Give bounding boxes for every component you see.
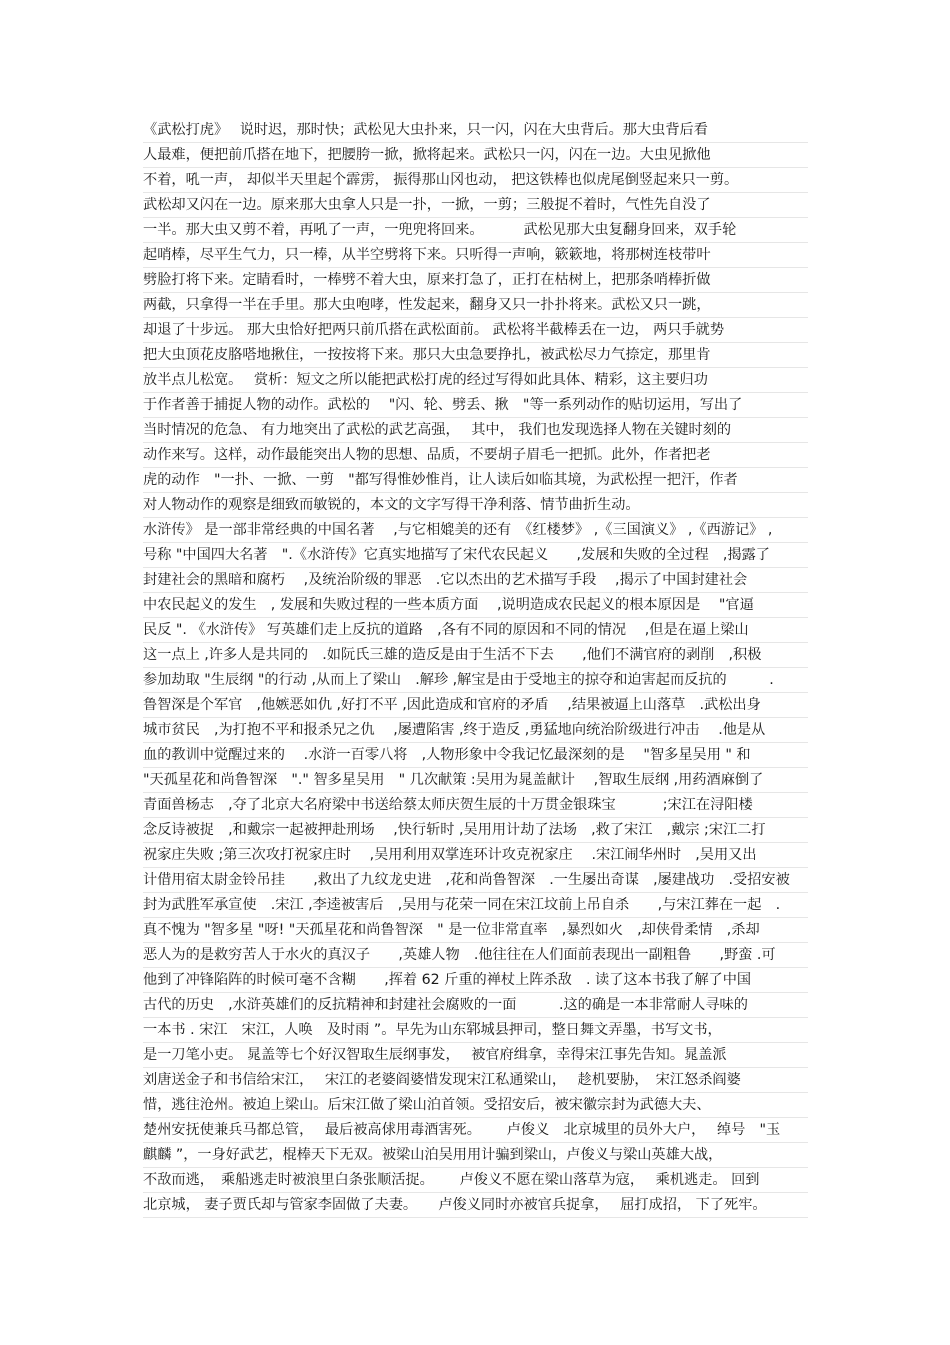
text-line: 他到了冲锋陷阵的时候可毫不含糊 ,挥着 62 斤重的禅杖上阵杀敌 . 读了这本书我了解了中国 [143,968,808,993]
text-line: 封为武胜军承宣使 .宋江 ,李逵被害后 ,吴用与花荣一同在宋江坟前上吊自杀 ,与宋江葬在一起 . [143,893,808,918]
text-line: 起哨棒，尽平生气力，只一棒，从半空劈将下来。只听得一声响，簌簌地，将那树连枝带叶 [143,243,808,268]
text-line: 把大虫顶花皮胳嗒地揪住，一按按将下来。那只大虫急要挣扎，被武松尽力气捺定，那里肯 [143,343,808,368]
text-line: 恶人为的是救穷苦人于水火的真汉子 ,英雄人物 .他往往在人们面前表现出一副粗鲁 ,野蛮 .可 [143,943,808,968]
text-line: 念反诗被捉 ,和戴宗一起被押赴刑场 ,快行斩时 ,吴用用计劫了法场 ,救了宋江 ,戴宗 ;宋江二打 [143,818,808,843]
text-line: 血的教训中觉醒过来的 .水浒一百零八将 ,人物形象中令我记忆最深刻的是 "智多星吴用 " 和 [143,743,808,768]
text-line: 《武松打虎》 说时迟，那时快；武松见大虫扑来，只一闪，闪在大虫背后。那大虫背后看 [143,118,808,143]
text-line: 麒麟 ”，一身好武艺，棍棒天下无双。被梁山泊吴用用计骗到梁山，卢俊义与梁山英雄大战， [143,1143,808,1168]
text-line: 当时情况的危急、 有力地突出了武松的武艺高强， 其中， 我们也发现选择人物在关键时刻的 [143,418,808,443]
text-line: 北京城， 妻子贾氏却与管家李固做了夫妻。 卢俊义同时亦被官兵捉拿， 屈打成招， 下了死牢。 [143,1193,808,1218]
text-line: 中农民起义的发生 , 发展和失败过程的一些本质方面 ,说明造成农民起义的根本原因是 "官逼 [143,593,808,618]
text-line: 武松却又闪在一边。原来那大虫拿人只是一扑，一掀，一剪；三般捉不着时，气性先自没了 [143,193,808,218]
text-line: 水浒传》 是一部非常经典的中国名著 ,与它相媲美的还有 《红楼梦》 ,《三国演义》 ,《西游记》 , [143,518,808,543]
text-line: "天孤星花和尚鲁智深 "." 智多星吴用 " 几次献策 :吴用为晁盖献计 ,智取生辰纲 ,用药酒麻倒了 [143,768,808,793]
text-line: 这一点上 ,许多人是共同的 .如阮氏三雄的造反是由于生活不下去 ,他们不满官府的剥削 ,积极 [143,643,808,668]
text-line: 惜，逃往沧州。被迫上梁山。后宋江做了梁山泊首领。受招安后，被宋徽宗封为武德大夫、 [143,1093,808,1118]
text-line: 一本书 . 宋江 宋江，人唤 及时雨 ”。早先为山东郓城县押司，整日舞文弄墨，书写文书， [143,1018,808,1043]
text-line: 于作者善于捕捉人物的动作。武松的 "闪、轮、劈丢、揪 "等一系列动作的贴切运用，写出了 [143,393,808,418]
text-line: 不着，吼一声， 却似半天里起个霹雳， 振得那山冈也动， 把这铁棒也似虎尾倒竖起来只一剪。 [143,168,808,193]
text-line: 人最难，便把前爪搭在地下，把腰胯一掀，掀将起来。武松只一闪，闪在一边。大虫见掀他 [143,143,808,168]
text-line: 号称 "中国四大名著 ".《水浒传》它真实地描写了宋代农民起义 ,发展和失败的全过程 ,揭露了 [143,543,808,568]
text-line: 刘唐送金子和书信给宋江， 宋江的老婆阎婆惜发现宋江私通梁山， 趁机要胁， 宋江怒杀阎婆 [143,1068,808,1093]
text-column [143,118,808,1218]
text-line: 民反 ". 《水浒传》 写英雄们走上反抗的道路 ,各有不同的原因和不同的情况 ,但是在逼上梁山 [143,618,808,643]
text-line: 不敌而逃， 乘船逃走时被浪里白条张顺活捉。 卢俊义不愿在梁山落草为寇， 乘机逃走。 回到 [143,1168,808,1193]
text-line: 放半点儿松宽。 赏析：短文之所以能把武松打虎的经过写得如此具体、精彩，这主要归功 [143,368,808,393]
text-line: 封建社会的黑暗和腐朽 ,及统治阶级的罪恶 .它以杰出的艺术描写手段 ,揭示了中国封建社会 [143,568,808,593]
text-line: 城市贫民 ,为打抱不平和报杀兄之仇 ,屡遭陷害 ,终于造反 ,勇猛地向统治阶级进行冲击 .他是从 [143,718,808,743]
text-line: 参加劫取 "生辰纲 "的行动 ,从而上了梁山 .解珍 ,解宝是由于受地主的掠夺和迫害起而反抗的 . [143,668,808,693]
text-line: 虎的动作 "一扑、一掀、一剪 "都写得惟妙惟肖，让人读后如临其境，为武松捏一把汗，作者 [143,468,808,493]
text-line: 古代的历史 ,水浒英雄们的反抗精神和封建社会腐败的一面 .这的确是一本非常耐人寻味的 [143,993,808,1018]
text-line: 祝家庄失败 ;第三次攻打祝家庄时 ,吴用利用双掌连环计攻克祝家庄 .宋江闹华州时 ,吴用又出 [143,843,808,868]
text-line: 两截，只拿得一半在手里。那大虫咆哮，性发起来，翻身又只一扑扑将来。武松又只一跳， [143,293,808,318]
text-line: 真不愧为 "智多星 "呀! "天孤星花和尚鲁智深 " 是一位非常直率 ,暴烈如火 ,却侠骨柔情 ,杀却 [143,918,808,943]
text-line: 对人物动作的观察是细致而敏锐的，本文的文字写得干净利落、情节曲折生动。 [143,493,808,518]
text-line: 一半。那大虫又剪不着，再吼了一声，一兜兜将回来。 武松见那大虫复翻身回来，双手轮 [143,218,808,243]
text-line: 是一刀笔小吏。 晁盖等七个好汉智取生辰纲事发， 被官府缉拿，幸得宋江事先告知。晁盖派 [143,1043,808,1068]
text-line: 劈脸打将下来。定睛看时，一棒劈不着大虫，原来打急了，正打在枯树上，把那条哨棒折做 [143,268,808,293]
text-line: 计借用宿太尉金铃吊挂 ,救出了九纹龙史进 ,花和尚鲁智深 .一生屡出奇谋 ,屡建战功 .受招安被 [143,868,808,893]
text-line: 青面兽杨志 ,夺了北京大名府梁中书送给蔡太师庆贺生辰的十万贯金银珠宝 ;宋江在浔阳楼 [143,793,808,818]
text-line: 楚州安抚使兼兵马都总管， 最后被高俅用毒酒害死。 卢俊义 北京城里的员外大户， 绰号 "玉 [143,1118,808,1143]
text-line: 动作来写。这样，动作最能突出人物的思想、品质，不要胡子眉毛一把抓。此外，作者把老 [143,443,808,468]
text-line: 鲁智深是个军官 ,他嫉恶如仇 ,好打不平 ,因此造成和官府的矛盾 ,结果被逼上山落草 .武松出身 [143,693,808,718]
text-line: 却退了十步远。 那大虫恰好把两只前爪搭在武松面前。 武松将半截棒丢在一边， 两只手就势 [143,318,808,343]
